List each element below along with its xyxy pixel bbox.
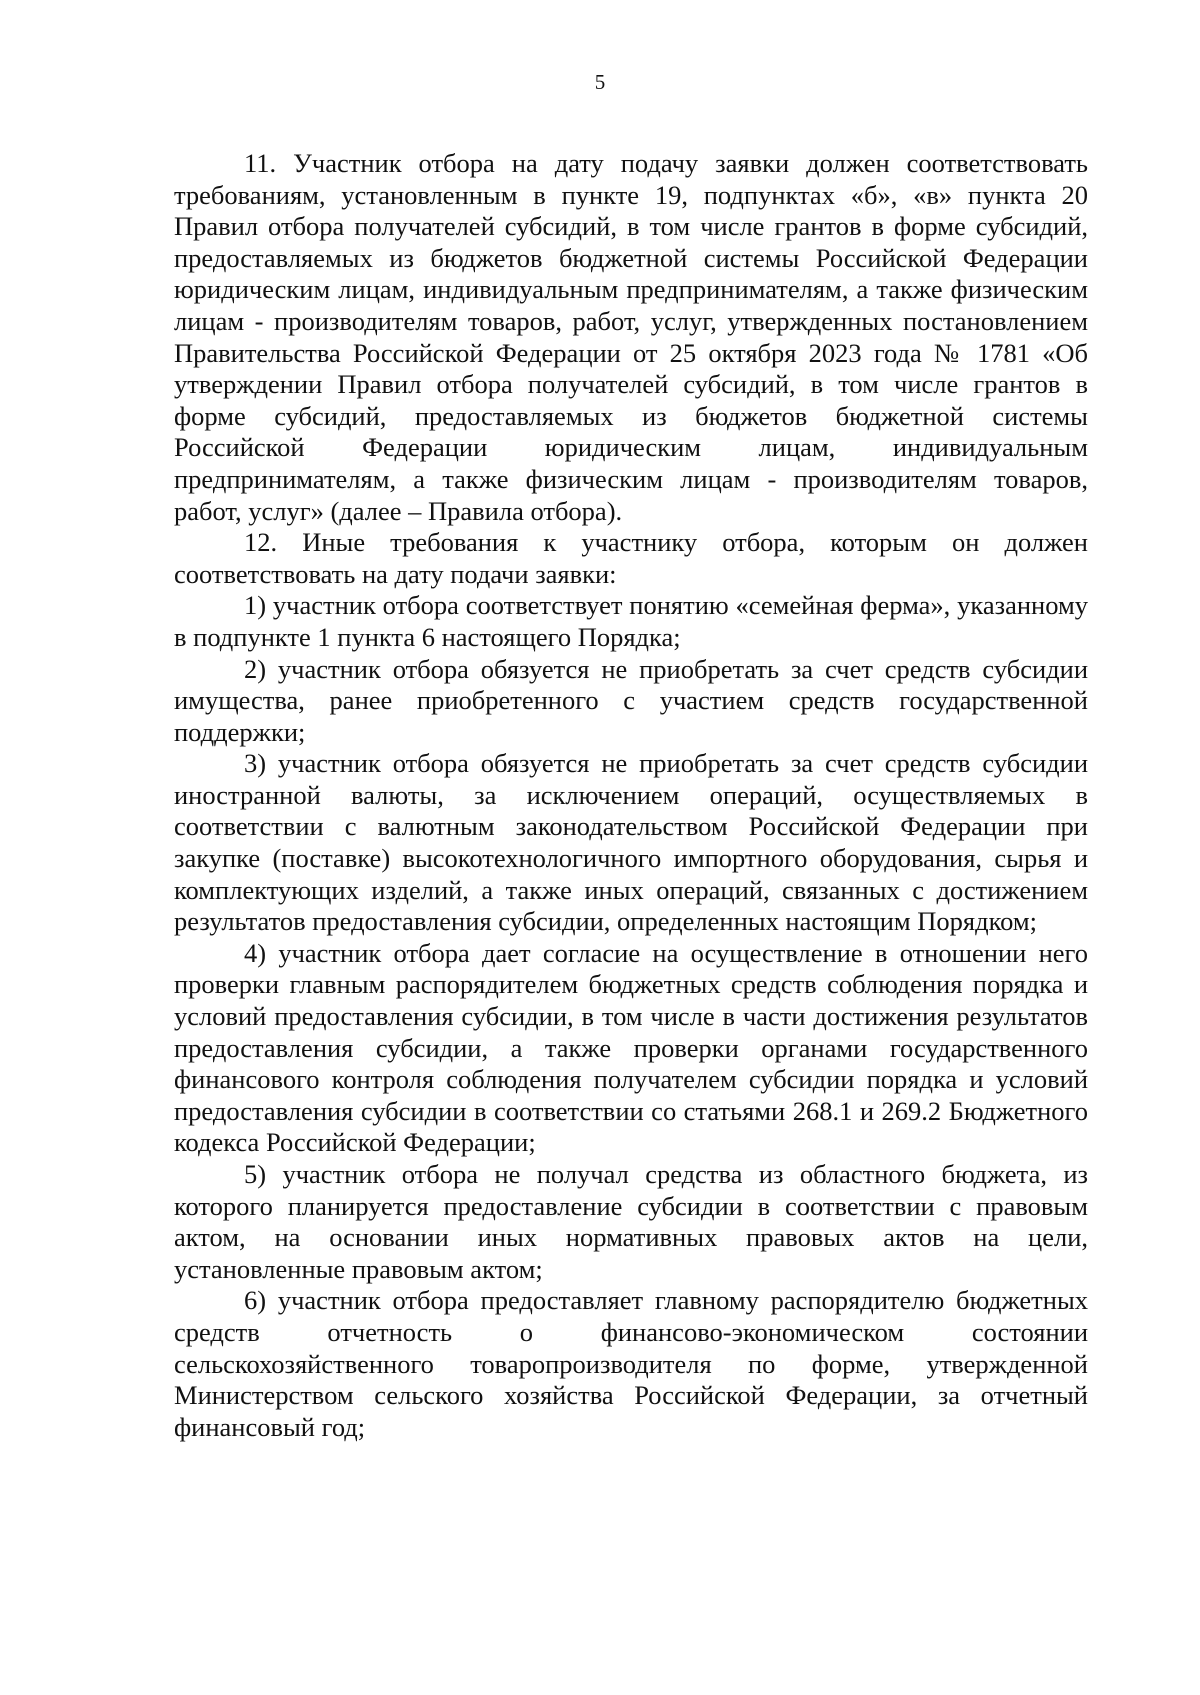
document-body [174,148,1088,1443]
list-item-5: 5) участник отбора не получал средства из областного бюджета, из которого планируется предоставление субсидии в соответствии с правовым актом, на основании иных нормативных правовых актов на цели, установленные правовым актом; [174,1159,1088,1284]
page-number: 5 [594,70,606,94]
list-item-1: 1) участник отбора соответствует понятию «семейная ферма», указанному в подпункте 1 пункта 6 настоящего Порядка; [174,590,1088,652]
paragraph-12: 12. Иные требования к участнику отбора, которым он должен соответствовать на дату подачи заявки: [174,527,1088,589]
list-item-2: 2) участник отбора обязуется не приобретать за счет средств субсидии имущества, ранее приобретенного с участием средств государственной поддержки; [174,653,1088,747]
list-item-6: 6) участник отбора предоставляет главному распорядителю бюджетных средств отчетность о финансово-экономическом состоянии сельскохозяйственного товаропроизводителя по форме, утвержденной Министерством сельского хозяйства Российской Федерации, за отчетный финансовый год; [174,1285,1088,1442]
paragraph-11: 11. Участник отбора на дату подачу заявки должен соответствовать требованиям, установленным в пункте 19, подпунктах «б», «в» пункта 20 Правил отбора получателей субсидий, в том числе грантов в форме субсидий, предоставляемых из бюджетов бюджетной системы Российской Федерации юридическим лицам, индивидуальным предпринимателям, а также физическим лицам - производителям товаров, работ, услуг, утвержденных постановлением Правительства Российской Федерации от 25 октября 2023 года № 1781 «Об утверждении Правил отбора получателей субсидий, в том числе грантов в форме субсидий, предоставляемых из бюджетов бюджетной системы Российской Федерации юридическим лицам, индивидуальным предпринимателям, а также физическим лицам - производителям товаров, работ, услуг» (далее – Правила отбора). [174,148,1088,526]
list-item-4: 4) участник отбора дает согласие на осуществление в отношении него проверки главным распорядителем бюджетных средств соблюдения порядка и условий предоставления субсидии, в том числе в части достижения результатов предоставления субсидии, а также проверки органами государственного финансового контроля соблюдения получателем субсидии порядка и условий предоставления субсидии в соответствии со статьями 268.1 и 269.2 Бюджетного кодекса Российской Федерации; [174,937,1088,1158]
list-item-3: 3) участник отбора обязуется не приобретать за счет средств субсидии иностранной валюты, за исключением операций, осуществляемых в соответствии с валютным законодательством Российской Федерации при закупке (поставке) высокотехнологичного импортного оборудования, сырья и комплектующих изделий, а также иных операций, связанных с достижением результатов предоставления субсидии, определенных настоящим Порядком; [174,748,1088,937]
